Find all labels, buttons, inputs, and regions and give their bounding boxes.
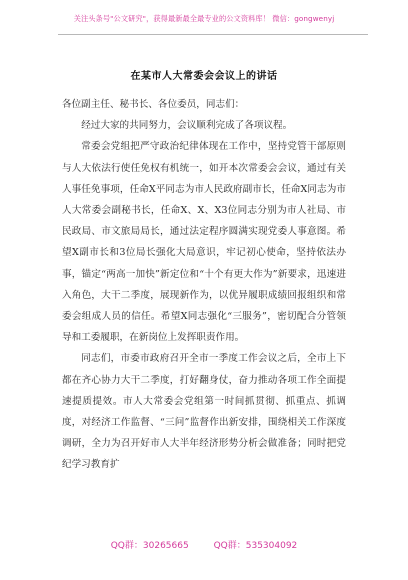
paragraph-1: 经过大家的共同努力，会议顺利完成了各项议程。 (81, 120, 293, 132)
paragraph-2: 常委会党组把严守政治纪律体现在工作中，坚持党管干部原则与人大依法行使任免权有机统一，如开本次常委会会议，通过有关人事任免事项，任命X平同志为市人民政府副市长，任命X同志为市人大常委会副秘书长，任命X、X、X3位同志分别为市人社局、市民政局、市文旅局局长，通过法定程序圆满实现党委人事意图。希望X副市长和3位局长强化大局意识，牢记初心使命，坚持依法办事，锚定“两高一加快”新定位和“十个有更大作为”新要求，迅速进入角色，大干二季度，展现新作为，以优异履职成绩回报组织和常委会组成人员的信任。希望X同志强化“三服务”，密切配合分管领导和工委履职，在新岗位上发挥职责作用。 (62, 141, 346, 344)
footer-qq-group-1: QQ群：30265665 (110, 541, 189, 551)
document-body (62, 94, 346, 476)
salutation: 各位副主任、秘书长、各位委员，同志们： (62, 99, 245, 110)
footer-qq-group-2: QQ群：535304092 (213, 541, 298, 551)
header-divider (58, 34, 368, 35)
header-banner: 关注头条号"公文研究"，获得最新最全最专业的公文资料库！ 微信：gongwenyj (73, 14, 335, 23)
paragraph-3: 同志们，市委市政府召开全市一季度工作会议之后，全市上下都在齐心协力大干二季度，打好翻身仗，奋力推动各项工作全面提速提质提效。市人大常委会党组第一时间抓贯彻、抓重点、抓调度，对经济工作监督、“三问”监督作出新安排，围绕相关工作深度调研，全力为召开好市人大半年经济形势分析会做准备；同时把党纪学习教育扩 (62, 353, 346, 471)
footer (0, 538, 408, 551)
document-title: 在某市人大常委会会议上的讲话 (130, 71, 278, 82)
